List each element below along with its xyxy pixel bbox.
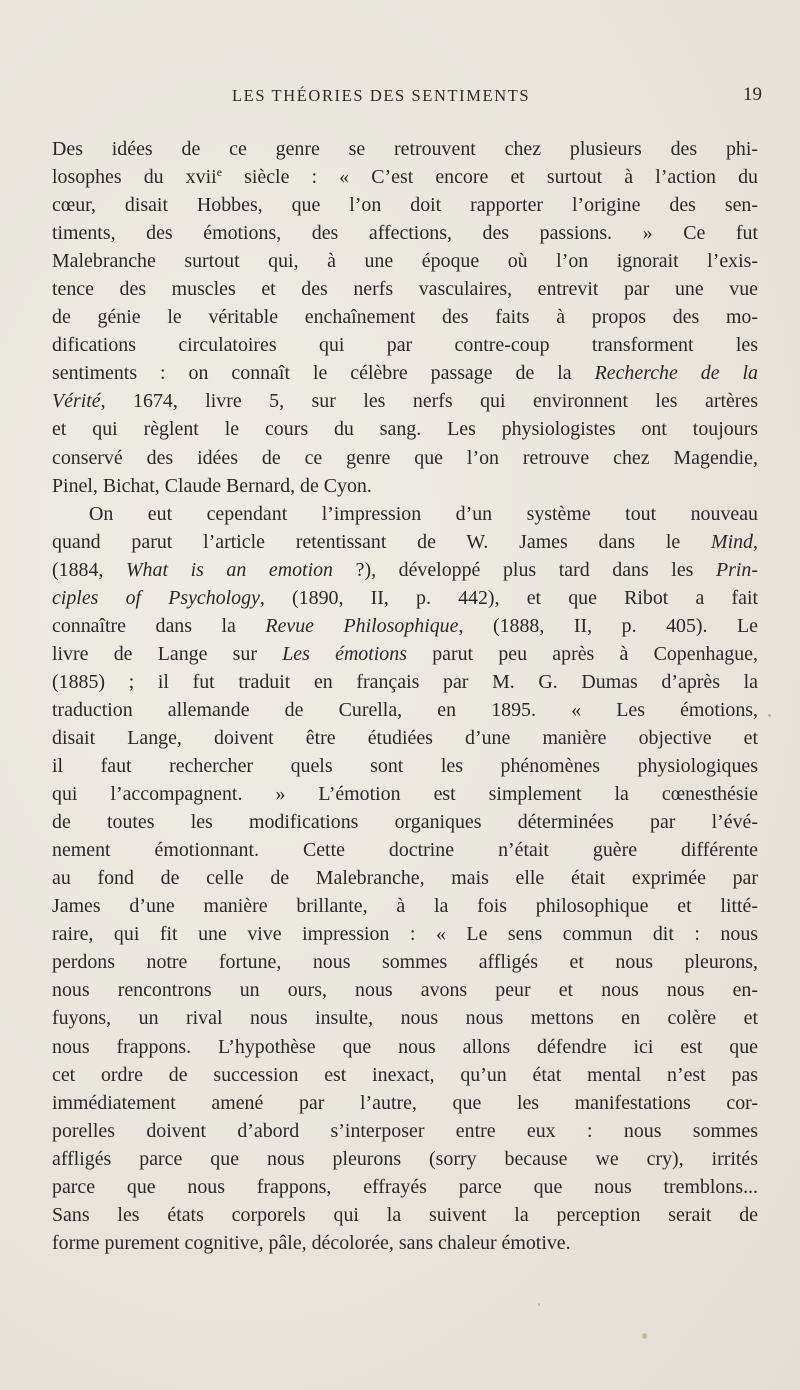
running-head — [232, 84, 762, 112]
text-line: parce que nous frappons, effrayés parce que nous tremblons... — [52, 1175, 758, 1198]
text-line: connaître dans la Revue Philosophique, (1888, II, p. 405). Le — [52, 614, 759, 637]
text-line: nement émotionnant. Cette doctrine n’était guère différente — [52, 839, 758, 862]
italic-title: Mind — [711, 530, 754, 553]
text-line: Sans les états corporels qui la suivent la perception serait de — [52, 1203, 758, 1226]
text-line: cœur, disait Hobbes, que l’on doit rapporter l’origine des sen- — [52, 194, 758, 217]
text-line: forme purement cognitive, pâle, décolorée, sans chaleur émotive. — [52, 1231, 571, 1254]
text-line: fuyons, un rival nous insulte, nous nous mettons en colère et — [52, 1007, 758, 1030]
running-title: LES THÉORIES DES SENTIMENTS — [232, 86, 531, 105]
text-line: Vérité, 1674, livre 5, sur les nerfs qui environnent les artères — [52, 390, 758, 413]
text-line: losophes du xvii$^e$ siècle : « C’est encore et surtout à l’action du — [52, 165, 758, 189]
text-line: Malebranche surtout qui, à une époque où l’on ignorait l’exis- — [52, 250, 758, 273]
text-line: nous rencontrons un ours, nous avons peur et nous nous en- — [52, 979, 758, 1002]
italic-title: What is an emotion — [125, 558, 334, 581]
text-line: timents, des émotions, des affections, des passions. » Ce fut — [52, 222, 758, 245]
text-line: il faut rechercher quels sont les phénomènes physiologiques — [52, 755, 758, 778]
text-line: livre de Lange sur Les émotions parut peu après à Copenhague, — [52, 642, 758, 665]
text-line: affligés parce que nous pleurons (sorry because we cry), irrités — [52, 1147, 758, 1170]
text-line: (1884, What is an emotion ?), développé plus tard dans les Prin- — [52, 558, 758, 581]
text-line: On eut cependant l’impression d’un système tout nouveau — [89, 502, 758, 525]
text-line: James d’une manière brillante, à la fois philosophique et litté- — [52, 895, 758, 918]
text-line: tence des muscles et des nerfs vasculaires, entrevit par une vue — [52, 278, 758, 301]
text-line: nous frappons. L’hypothèse que nous allons défendre ici est que — [52, 1035, 758, 1058]
text-line: qui l’accompagnent. » L’émotion est simplement la cœnesthésie — [52, 783, 758, 806]
text-line: difications circulatoires qui par contre-coup transforment les — [52, 334, 758, 357]
text-line: raire, qui fit une vive impression : « Le sens commun dit : nous — [52, 923, 758, 946]
text-line: et qui règlent le cours du sang. Les physiologistes ont toujours — [52, 418, 758, 441]
text-line: (1885) ; il fut traduit en français par M. G. Dumas d’après la — [52, 670, 758, 693]
paper-speck — [768, 714, 771, 717]
paper-speck — [642, 1333, 647, 1339]
paper-speck — [538, 1303, 540, 1306]
italic-title: Les émotions — [282, 642, 407, 665]
text-line: au fond de celle de Malebranche, mais elle était exprimée par — [52, 867, 758, 890]
text-line: quand parut l’article retentissant de W. James dans le Mind, — [52, 530, 758, 553]
text-line: Des idées de ce genre se retrouvent chez plusieurs des phi- — [52, 138, 758, 160]
paragraph — [52, 135, 758, 500]
text-line: sentiments : on connaît le célèbre passage de la Recherche de la — [52, 362, 758, 385]
text-line: ciples of Psychology, (1890, II, p. 442), et que Ribot a fait — [52, 586, 759, 609]
text-line: cet ordre de succession est inexact, qu’un état mental n’est pas — [52, 1063, 758, 1086]
text-line: immédiatement amené par l’autre, que les manifestations cor- — [52, 1091, 758, 1114]
italic-title: Recherche de la — [594, 362, 758, 385]
italic-title: ciples of Psychology — [52, 586, 260, 609]
italic-title: Vérité — [52, 390, 101, 413]
text-line: de toutes les modifications organiques déterminées par l’évé- — [52, 811, 758, 834]
text-line: perdons notre fortune, nous sommes affligés et nous pleurons, — [52, 951, 758, 974]
page-number: 19 — [743, 84, 762, 105]
text-line: conservé des idées de ce genre que l’on retrouve chez Magendie, — [52, 446, 758, 469]
italic-title: Revue Philosophique — [265, 614, 459, 637]
text-line: de génie le véritable enchaînement des faits à propos des mo- — [52, 306, 758, 329]
text-line: disait Lange, doivent être étudiées d’une manière objective et — [52, 726, 758, 749]
text-line: traduction allemande de Curella, en 1895. « Les émotions, — [52, 698, 758, 721]
body-text — [52, 135, 758, 1257]
italic-title: Prin- — [716, 558, 758, 581]
text-line: Pinel, Bichat, Claude Bernard, de Cyon. — [52, 474, 372, 497]
text-line: porelles doivent d’abord s’interposer entre eux : nous sommes — [52, 1119, 758, 1142]
superscript: e — [216, 165, 223, 180]
paragraph — [52, 500, 758, 1257]
